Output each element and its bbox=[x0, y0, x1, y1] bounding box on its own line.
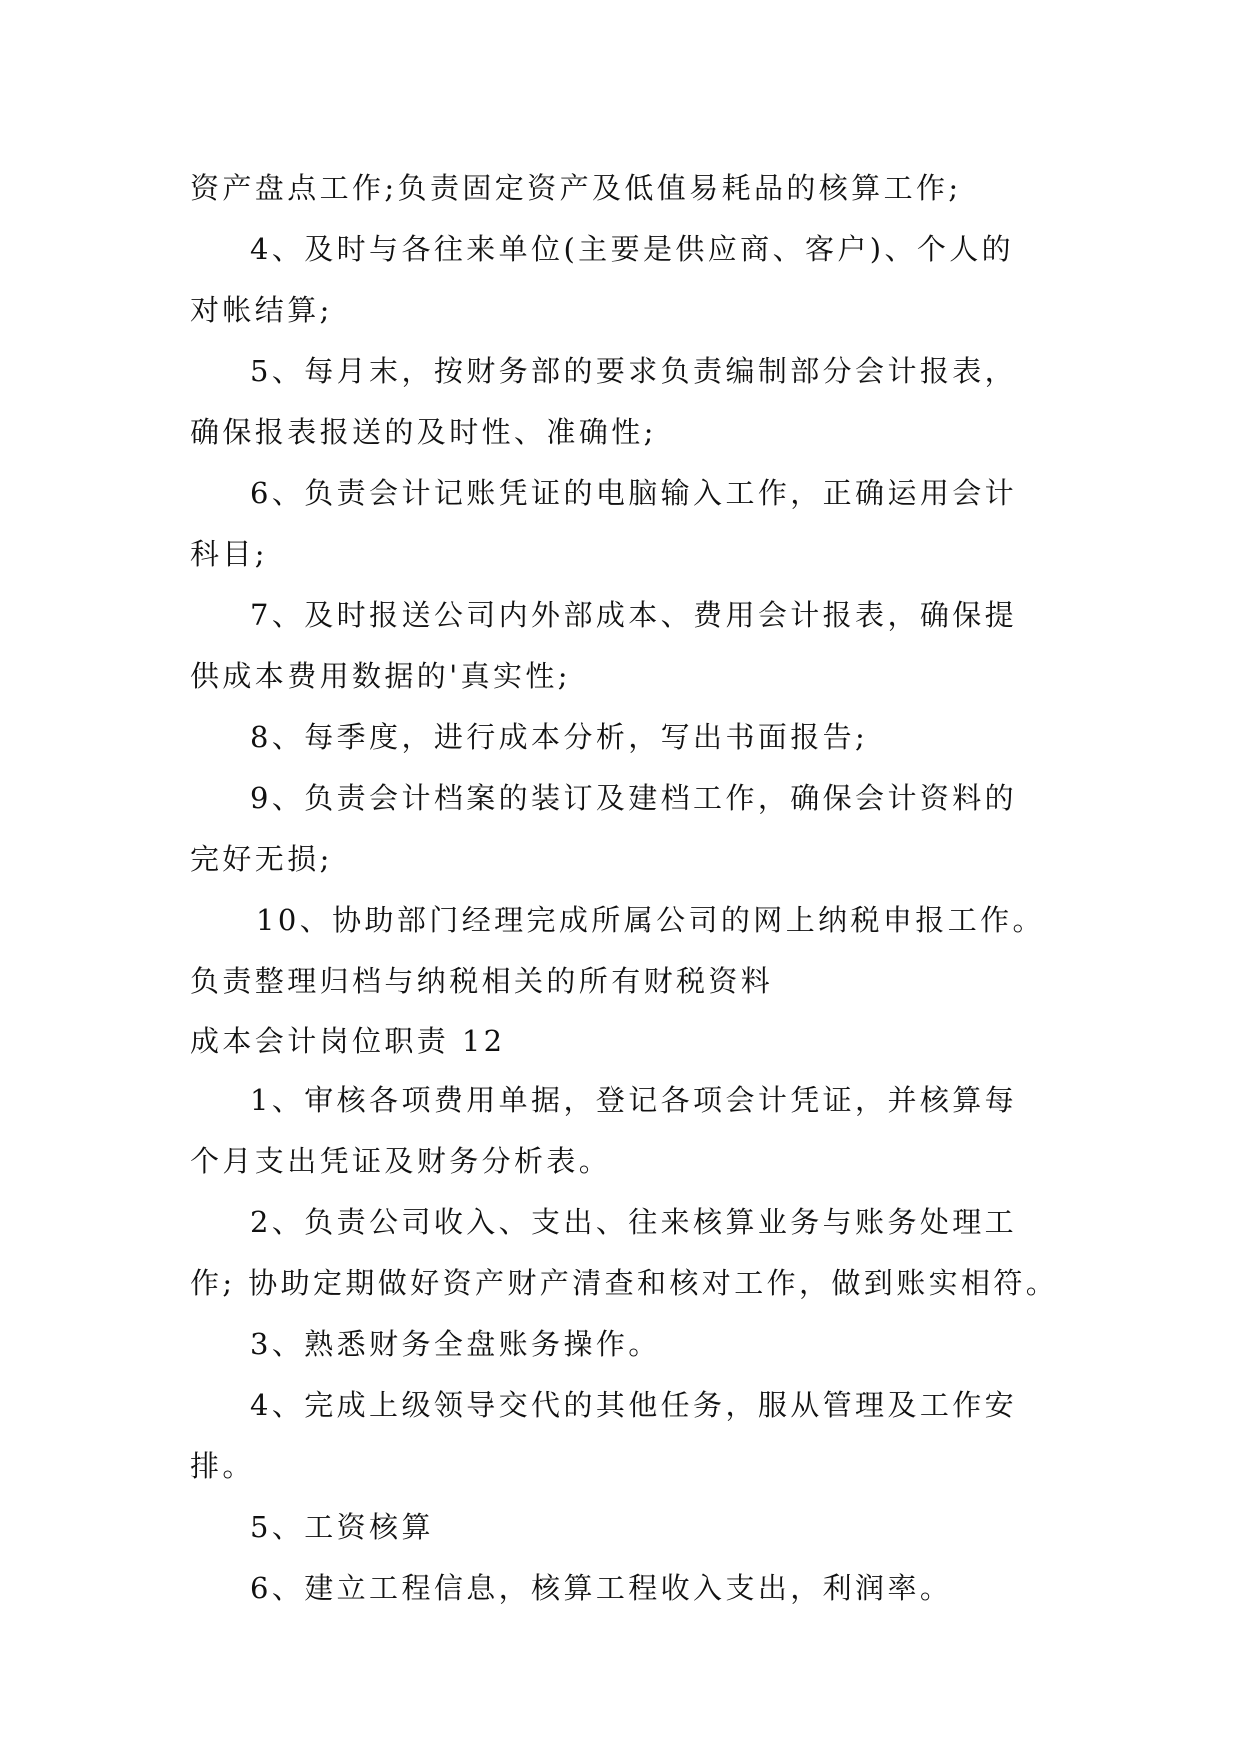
list-item-3: 3、熟悉财务全盘账务操作。 bbox=[250, 1327, 661, 1361]
list-item-5b: 5、工资核算 bbox=[250, 1510, 434, 1544]
text-line: 作; 协助定期做好资产财产清查和核对工作，做到账实相符。 bbox=[190, 1266, 1059, 1300]
list-item-6: 6、负责会计记账凭证的电脑输入工作，正确运用会计 bbox=[250, 476, 1018, 510]
list-item-5: 5、每月末，按财务部的要求负责编制部分会计报表， bbox=[250, 354, 1018, 388]
list-item-10: 10、协助部门经理完成所属公司的网上纳税申报工作。 bbox=[256, 903, 1045, 937]
text-line: 科目; bbox=[190, 537, 268, 571]
text-line: 个月支出凭证及财务分析表。 bbox=[190, 1144, 612, 1178]
document-body bbox=[190, 158, 1070, 1619]
list-item-2: 2、负责公司收入、支出、往来核算业务与账务处理工 bbox=[250, 1205, 1018, 1239]
list-item-4: 4、及时与各往来单位(主要是供应商、客户)、个人的 bbox=[250, 232, 1015, 266]
list-item-9: 9、负责会计档案的装订及建档工作，确保会计资料的 bbox=[250, 781, 1018, 815]
list-item-1: 1、审核各项费用单据，登记各项会计凭证，并核算每 bbox=[250, 1083, 1018, 1117]
text-line: 负责整理归档与纳税相关的所有财税资料 bbox=[190, 964, 774, 998]
text-line: 对帐结算; bbox=[190, 293, 333, 327]
section-heading: 成本会计岗位职责 12 bbox=[190, 1024, 506, 1058]
text-line: 排。 bbox=[190, 1449, 255, 1483]
text-line: 供成本费用数据的'真实性; bbox=[190, 659, 571, 693]
text-line: 资产盘点工作;负责固定资产及低值易耗品的核算工作; bbox=[190, 171, 962, 205]
list-item-4b: 4、完成上级领导交代的其他任务，服从管理及工作安 bbox=[250, 1388, 1018, 1422]
list-item-6b: 6、建立工程信息，核算工程收入支出，利润率。 bbox=[250, 1571, 953, 1605]
text-line: 确保报表报送的及时性、准确性; bbox=[190, 415, 657, 449]
list-item-7: 7、及时报送公司内外部成本、费用会计报表，确保提 bbox=[250, 598, 1018, 632]
text-line: 完好无损; bbox=[190, 842, 333, 876]
list-item-8: 8、每季度，进行成本分析，写出书面报告; bbox=[250, 720, 869, 754]
